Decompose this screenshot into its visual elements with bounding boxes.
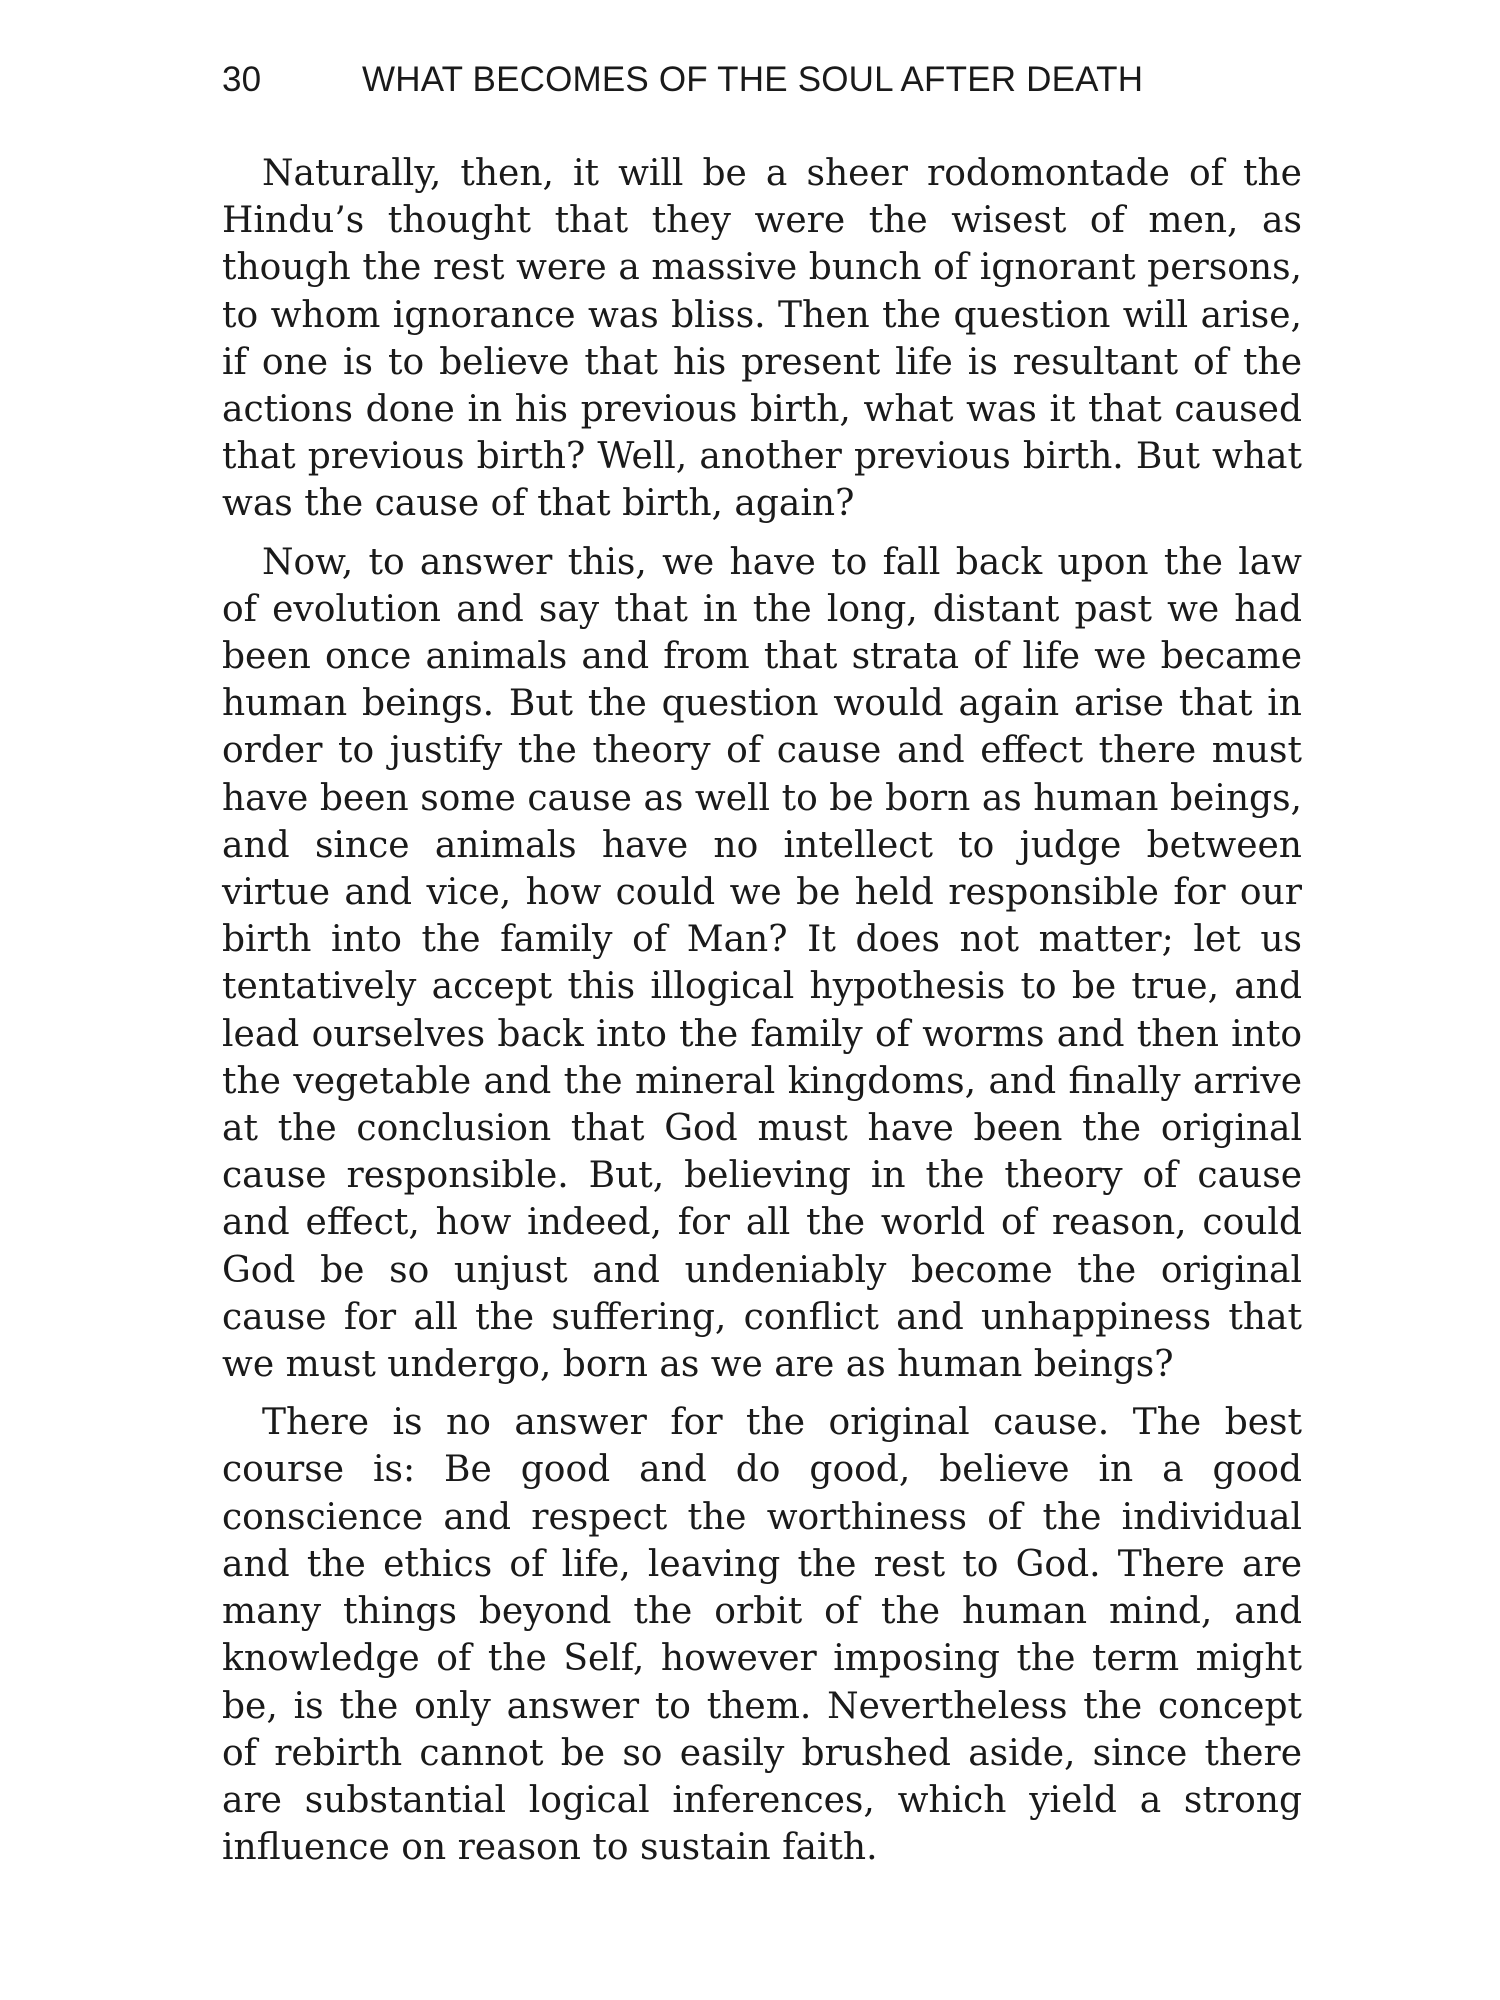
body-text — [222, 150, 1302, 1871]
running-header-title: WHAT BECOMES OF THE SOUL AFTER DEATH — [362, 60, 1144, 99]
page-number: 30 — [222, 60, 262, 99]
paragraph: Naturally, then, it will be a sheer rodomontade of the Hindu’s thought that they were the wisest of men, as though the rest were a massive bunch of ignorant persons, to whom ignorance was bliss. Then the question will arise, if one is to believe that his present life is resultant of the actions done in his previous birth, what was it that caused that previous birth? Well, another previous birth. But what was the cause of that birth, again? — [222, 153, 1302, 525]
paragraph: Now, to answer this, we have to fall back upon the law of evolution and say that in the long, distant past we had been once animals and from that strata of life we became human beings. But the question would again arise that in order to justify the theory of cause and effect there must have been some cause as well to be born as human beings, and since animals have no intellect to judge between virtue and vice, how could we be held responsible for our birth into the family of Man? It does not matter; let us tentatively accept this illogical hypothesis to be true, and lead ourselves back into the family of worms and then into the vegetable and the mineral kingdoms, and finally arrive at the conclusion that God must have been the original cause responsible. But, believing in the theory of cause and effect, how indeed, for all the world of reason, could God be so unjust and undeniably become the original cause for all the suffering, conflict and unhappiness that we must undergo, born as we are as human beings? — [222, 541, 1302, 1386]
running-header — [222, 58, 1302, 102]
paragraph: There is no answer for the original cause. The best course is: Be good and do good, believe in a good conscience and respect the worthiness of the individual and the ethics of life, leaving the rest to God. There are many things beyond the orbit of the human mind, and knowledge of the Self, however imposing the term might be, is the only answer to them. Nevertheless the concept of rebirth cannot be so easily brushed aside, since there are substantial logical inferences, which yield a strong influence on reason to sustain faith. — [222, 1402, 1302, 1869]
